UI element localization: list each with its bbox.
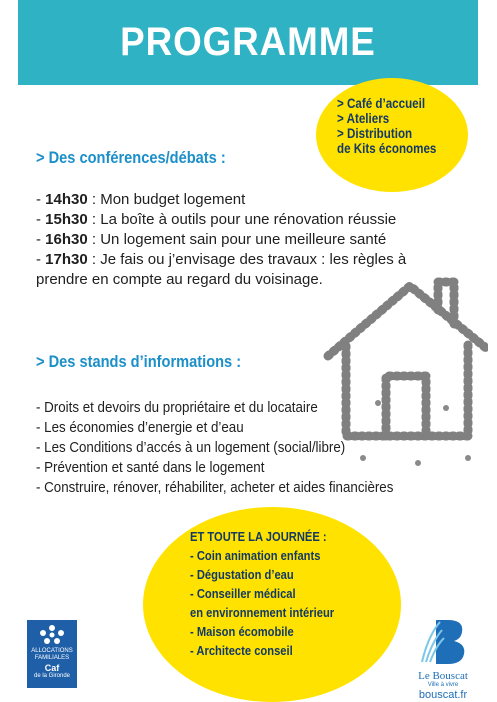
list-item: - Maison écomobile <box>190 624 294 639</box>
bouscat-url[interactable]: bouscat.fr <box>418 689 468 701</box>
list-item: > Ateliers <box>337 111 390 126</box>
caf-logo <box>27 620 77 688</box>
stand-item: - Les économies d’energie et d’eau <box>36 420 244 436</box>
conference-item: - 16h30 : Un logement sain pour une meilleure santé <box>36 231 387 248</box>
caf-line2: FAMILIALES <box>34 655 70 661</box>
list-item: > Café d’accueil <box>337 96 426 111</box>
bouscat-tagline: Ville à vivre <box>427 682 459 688</box>
list-item: en environnement intérieur <box>190 605 335 620</box>
bouscat-name: Le Bouscat <box>418 670 468 682</box>
welcome-list <box>337 96 436 156</box>
page-title: PROGRAMME <box>120 20 376 64</box>
stand-item: - Construire, rénover, réhabiliter, acheter et aides financières <box>36 480 394 496</box>
caf-name: Caf <box>44 663 60 673</box>
bouscat-logo <box>412 616 474 701</box>
conference-time: 16h30 <box>45 231 88 248</box>
program-banner <box>18 0 478 85</box>
list-item: - Coin animation enfants <box>190 548 321 563</box>
list-item: - Architecte conseil <box>190 643 293 658</box>
conference-title: : Un logement sain pour une meilleure santé <box>87 231 387 248</box>
list-item: - Dégustation d’eau <box>190 567 294 582</box>
list-item: - Conseiller médical <box>190 586 296 601</box>
conference-title: : Mon budget logement <box>87 191 246 208</box>
stand-item: - Droits et devoirs du propriétaire et du locataire <box>36 400 318 416</box>
list-item: de Kits économes <box>337 141 437 156</box>
bouscat-b-icon <box>418 616 468 666</box>
all-day-list <box>190 527 334 660</box>
stand-item: - Prévention et santé dans le logement <box>36 460 265 476</box>
stands-list <box>36 398 393 498</box>
list-item: ET TOUTE LA JOURNÉE : <box>190 529 327 544</box>
conference-time: 17h30 <box>45 251 88 268</box>
family-emblem-icon <box>37 624 67 648</box>
caf-sub: de la Gironde <box>33 673 71 679</box>
stands-heading: > Des stands d’informations : <box>36 352 242 371</box>
conference-time: 14h30 <box>45 191 88 208</box>
stand-item: - Les Conditions d’accés à un logement (social/libre) <box>36 440 346 456</box>
conference-time: 15h30 <box>45 211 88 228</box>
conference-item: - 15h30 : La boîte à outils pour une rénovation réussie <box>36 211 397 228</box>
conference-item: - 14h30 : Mon budget logement <box>36 191 246 208</box>
conference-title: : Je fais ou j’envisage des travaux : les règles à prendre en compte au regard du voisinage. <box>36 251 407 288</box>
conference-title: : La boîte à outils pour une rénovation réussie <box>87 211 397 228</box>
caf-line1: ALLOCATIONS <box>31 648 73 654</box>
conference-item: - 17h30 : Je fais ou j’envisage des travaux : les règles à prendre en compte au regard du voisinage. <box>36 251 407 288</box>
conferences-heading: > Des conférences/débats : <box>36 148 226 167</box>
list-item: > Distribution <box>337 126 413 141</box>
